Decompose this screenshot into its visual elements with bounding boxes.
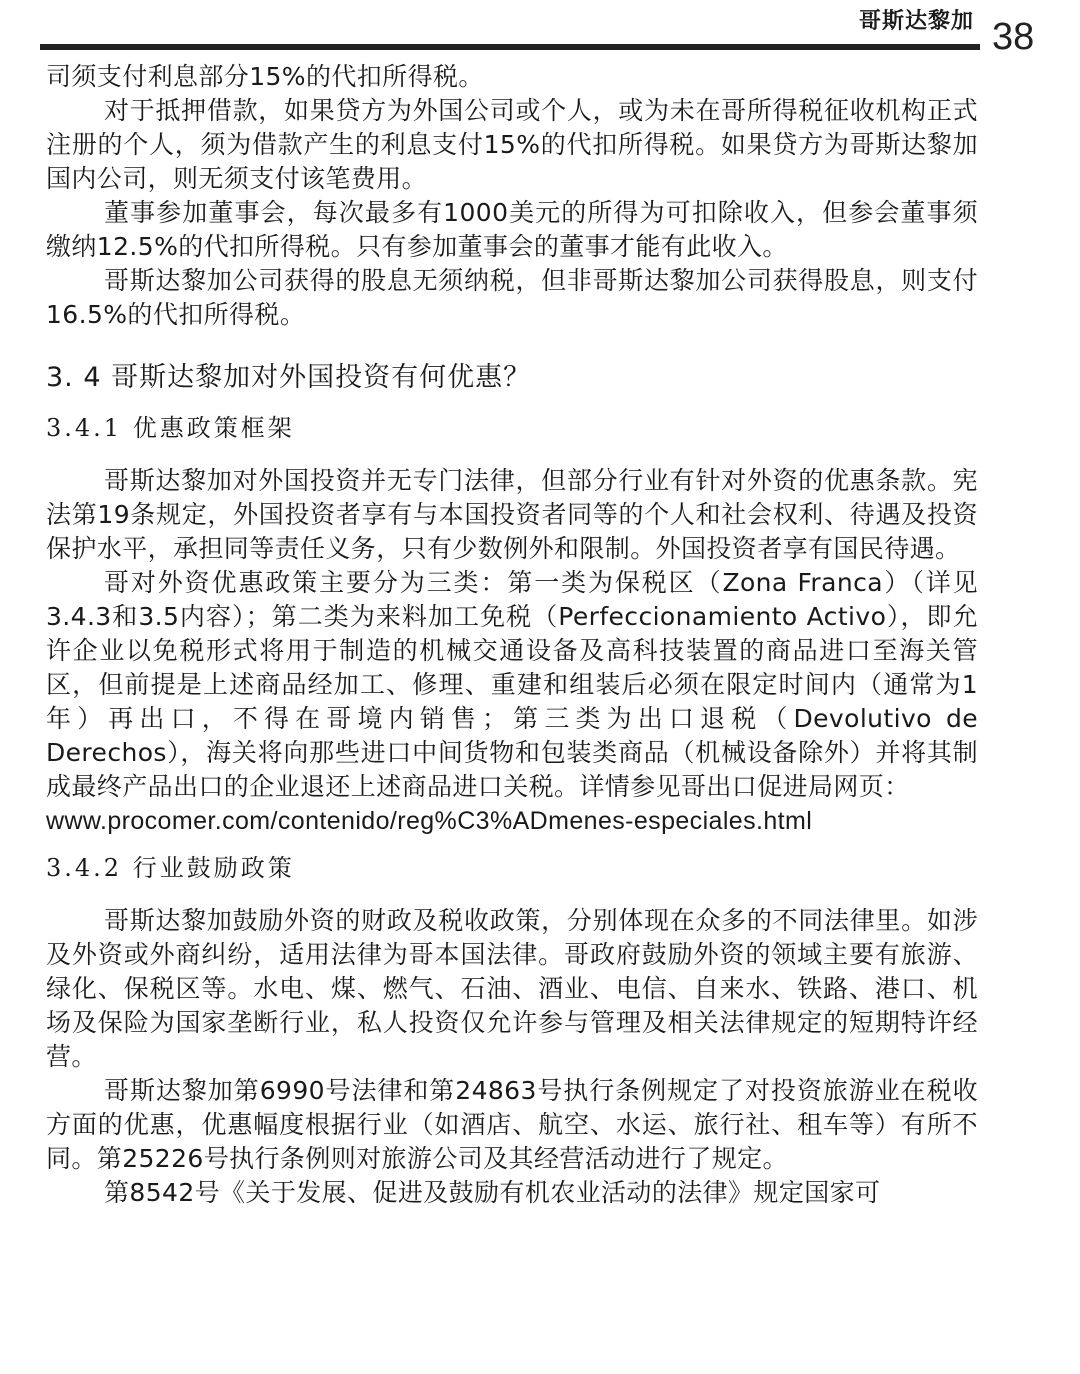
subsection-heading-3-4-1: 3.4.1 优惠政策框架 (46, 414, 295, 442)
subsection-heading-3-4-2: 3.4.2 行业鼓励政策 (46, 854, 295, 882)
paragraph-tourism-law: 哥斯达黎加第6990号法律和第24863号执行条例规定了对投资旅游业在税收方面的优惠，优惠幅度根据行业（如酒店、航空、水运、旅行社、租车等）有所不同。第25226号执行条例则对旅游公司及其经营活动进行了规定。 (46, 1076, 978, 1173)
paragraph-dividends: 哥斯达黎加公司获得的股息无须纳税，但非哥斯达黎加公司获得股息，则支付16.5%的代扣所得税。 (46, 266, 978, 329)
paragraph-industry-incentives: 哥斯达黎加鼓励外资的财政及税收政策，分别体现在众多的不同法律里。如涉及外资或外商纠纷，适用法律为哥本国法律。哥政府鼓励外资的领域主要有旅游、绿化、保税区等。水电、煤、燃气、石油、酒业、电信、自来水、铁路、港口、机场及保险为国家垄断行业，私人投资仅允许参与管理及相关法律规定的短期特许经营。 (46, 906, 978, 1071)
page-number: 38 (992, 16, 1035, 58)
running-header (40, 0, 980, 50)
paragraph-board-directors: 董事参加董事会，每次最多有1000美元的所得为可扣除收入，但参会董事须缴纳12.5%的代扣所得税。只有参加董事会的董事才能有此收入。 (46, 198, 978, 261)
paragraph-policy-framework: 哥斯达黎加对外国投资并无专门法律，但部分行业有针对外资的优惠条款。宪法第19条规定，外国投资者享有与本国投资者同等的个人和社会权利、待遇及投资保护水平，承担同等责任义务，只有少数例外和限制。外国投资者享有国民待遇。 (46, 466, 978, 563)
section-heading-3-4: 3. 4 哥斯达黎加对外国投资有何优惠？ (46, 362, 532, 393)
paragraph-incentive-types: 哥对外资优惠政策主要分为三类：第一类为保税区（Zona Franca）（详见3.4.3和3.5内容）；第二类为来料加工免税（Perfeccionamiento Activo），即允许企业以免税形式将用于制造的机械交通设备及高科技装置的商品进口至海关管区，但前提是上述商品经加工、修理、重建和组装后必须在限定时间内（通常为1年）再出口，不得在哥境内销售；第三类为出口退税（Devolutivo de Derechos），海关将向那些进口中间货物和包装类商品（机械设备除外）并将其制成最终产品出口的企业退还上述商品进口关税。详情参见哥出口促进局网页： (46, 568, 978, 801)
weibo-logo-icon (10, 1341, 50, 1365)
procomer-link[interactable]: www.procomer.com/contenido/reg%C3%ADmenes-especiales.html (46, 807, 813, 835)
paragraph-continuation: 司须支付利息部分15%的代扣所得税。 (46, 62, 484, 91)
running-title: 哥斯达黎加 (858, 9, 974, 34)
watermark-text: 大数跨境 (56, 1342, 145, 1368)
paragraph-organic-agriculture: 第8542号《关于发展、促进及鼓励有机农业活动的法律》规定国家可 (104, 1178, 881, 1207)
page-body (46, 60, 978, 1210)
paragraph-mortgage-loans: 对于抵押借款，如果贷方为外国公司或个人，或为未在哥所得税征收机构正式注册的个人，须为借款产生的利息支付15%的代扣所得税。如果贷方为哥斯达黎加国内公司，则无须支付该笔费用。 (46, 96, 978, 193)
watermark (10, 1338, 144, 1368)
